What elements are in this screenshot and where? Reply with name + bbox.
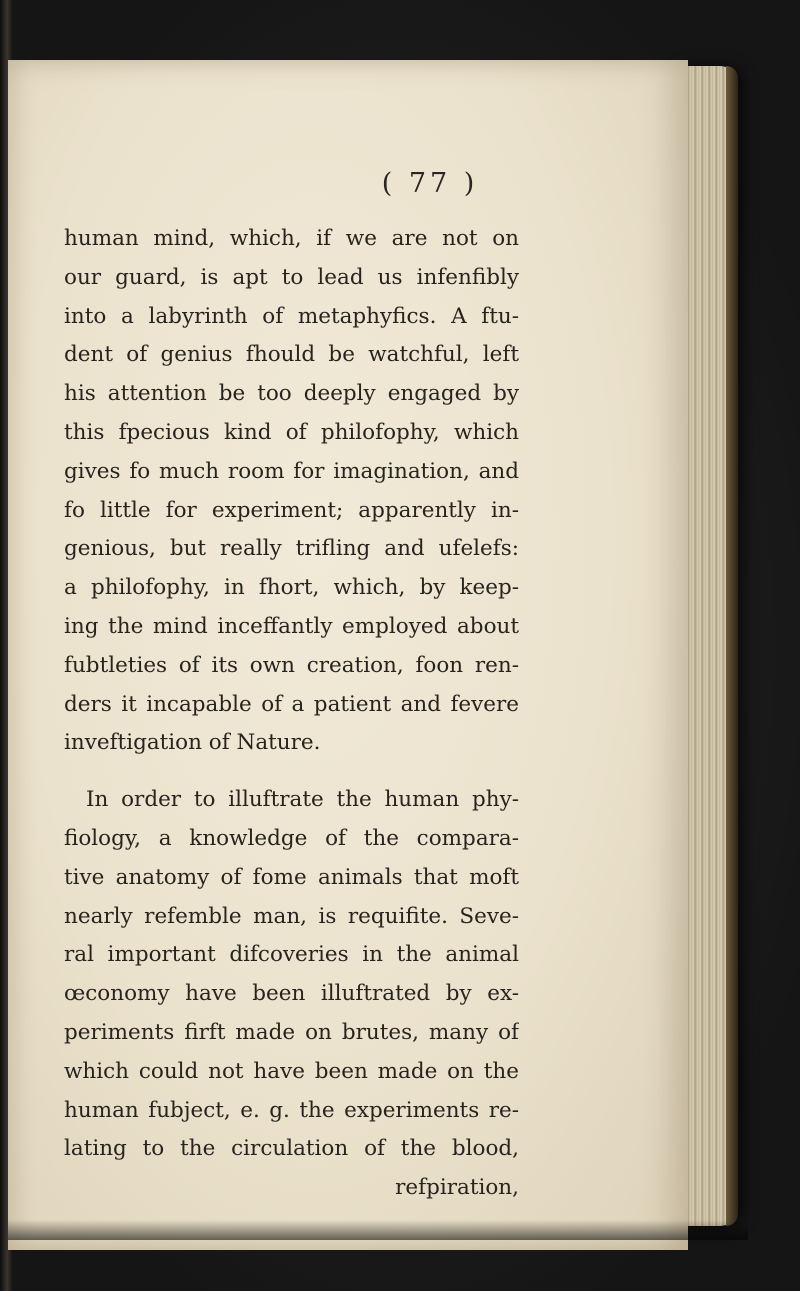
text-line: fiology, a knowledge of the compara- [64, 825, 519, 851]
paragraph-gap [64, 763, 519, 781]
page-number: ( 77 ) [381, 168, 479, 199]
text-line: human fubject, e. g. the experiments re- [64, 1097, 519, 1123]
book-spine-edge [726, 66, 738, 1226]
text-line: genious, but really trifling and ufelefs: [64, 536, 519, 562]
text-line: nearly refemble man, is requifite. Seve- [64, 903, 519, 929]
text-line: a philofophy, in fhort, which, by keep- [64, 575, 519, 601]
text-line: fo little for experiment; apparently in- [64, 497, 519, 523]
text-line: this fpecious kind of philofophy, which [64, 419, 519, 445]
text-line: ders it incapable of a patient and fevere [64, 691, 519, 717]
text-line: fubtleties of its own creation, foon ren- [64, 652, 519, 678]
body-text [64, 220, 519, 1208]
text-line: ing the mind inceffantly employed about [64, 613, 519, 639]
text-line: our guard, is apt to lead us infenfibly [64, 264, 519, 290]
text-line: gives fo much room for imagination, and [64, 458, 519, 484]
text-line: tive anatomy of fome animals that moft [64, 864, 519, 890]
text-line: In order to illuftrate the human phy- [86, 787, 519, 813]
catchword: refpiration, [395, 1175, 519, 1201]
text-line: dent of genius fhould be watchful, left [64, 342, 519, 368]
text-line: œconomy have been illuftrated by ex- [64, 981, 519, 1007]
text-line: ral important difcoveries in the animal [64, 942, 519, 968]
page-bottom-shadow [8, 1220, 748, 1240]
text-line: periments firft made on brutes, many of [64, 1019, 519, 1045]
text-line: inveftigation of Nature. [64, 730, 321, 756]
text-line: which could not have been made on the [64, 1058, 519, 1084]
text-line: lating to the circulation of the blood, [64, 1136, 519, 1162]
text-line: his attention be too deeply engaged by [64, 381, 519, 407]
text-line: into a labyrinth of metaphyfics. A ftu- [64, 303, 519, 329]
text-line: human mind, which, if we are not on [64, 226, 519, 251]
